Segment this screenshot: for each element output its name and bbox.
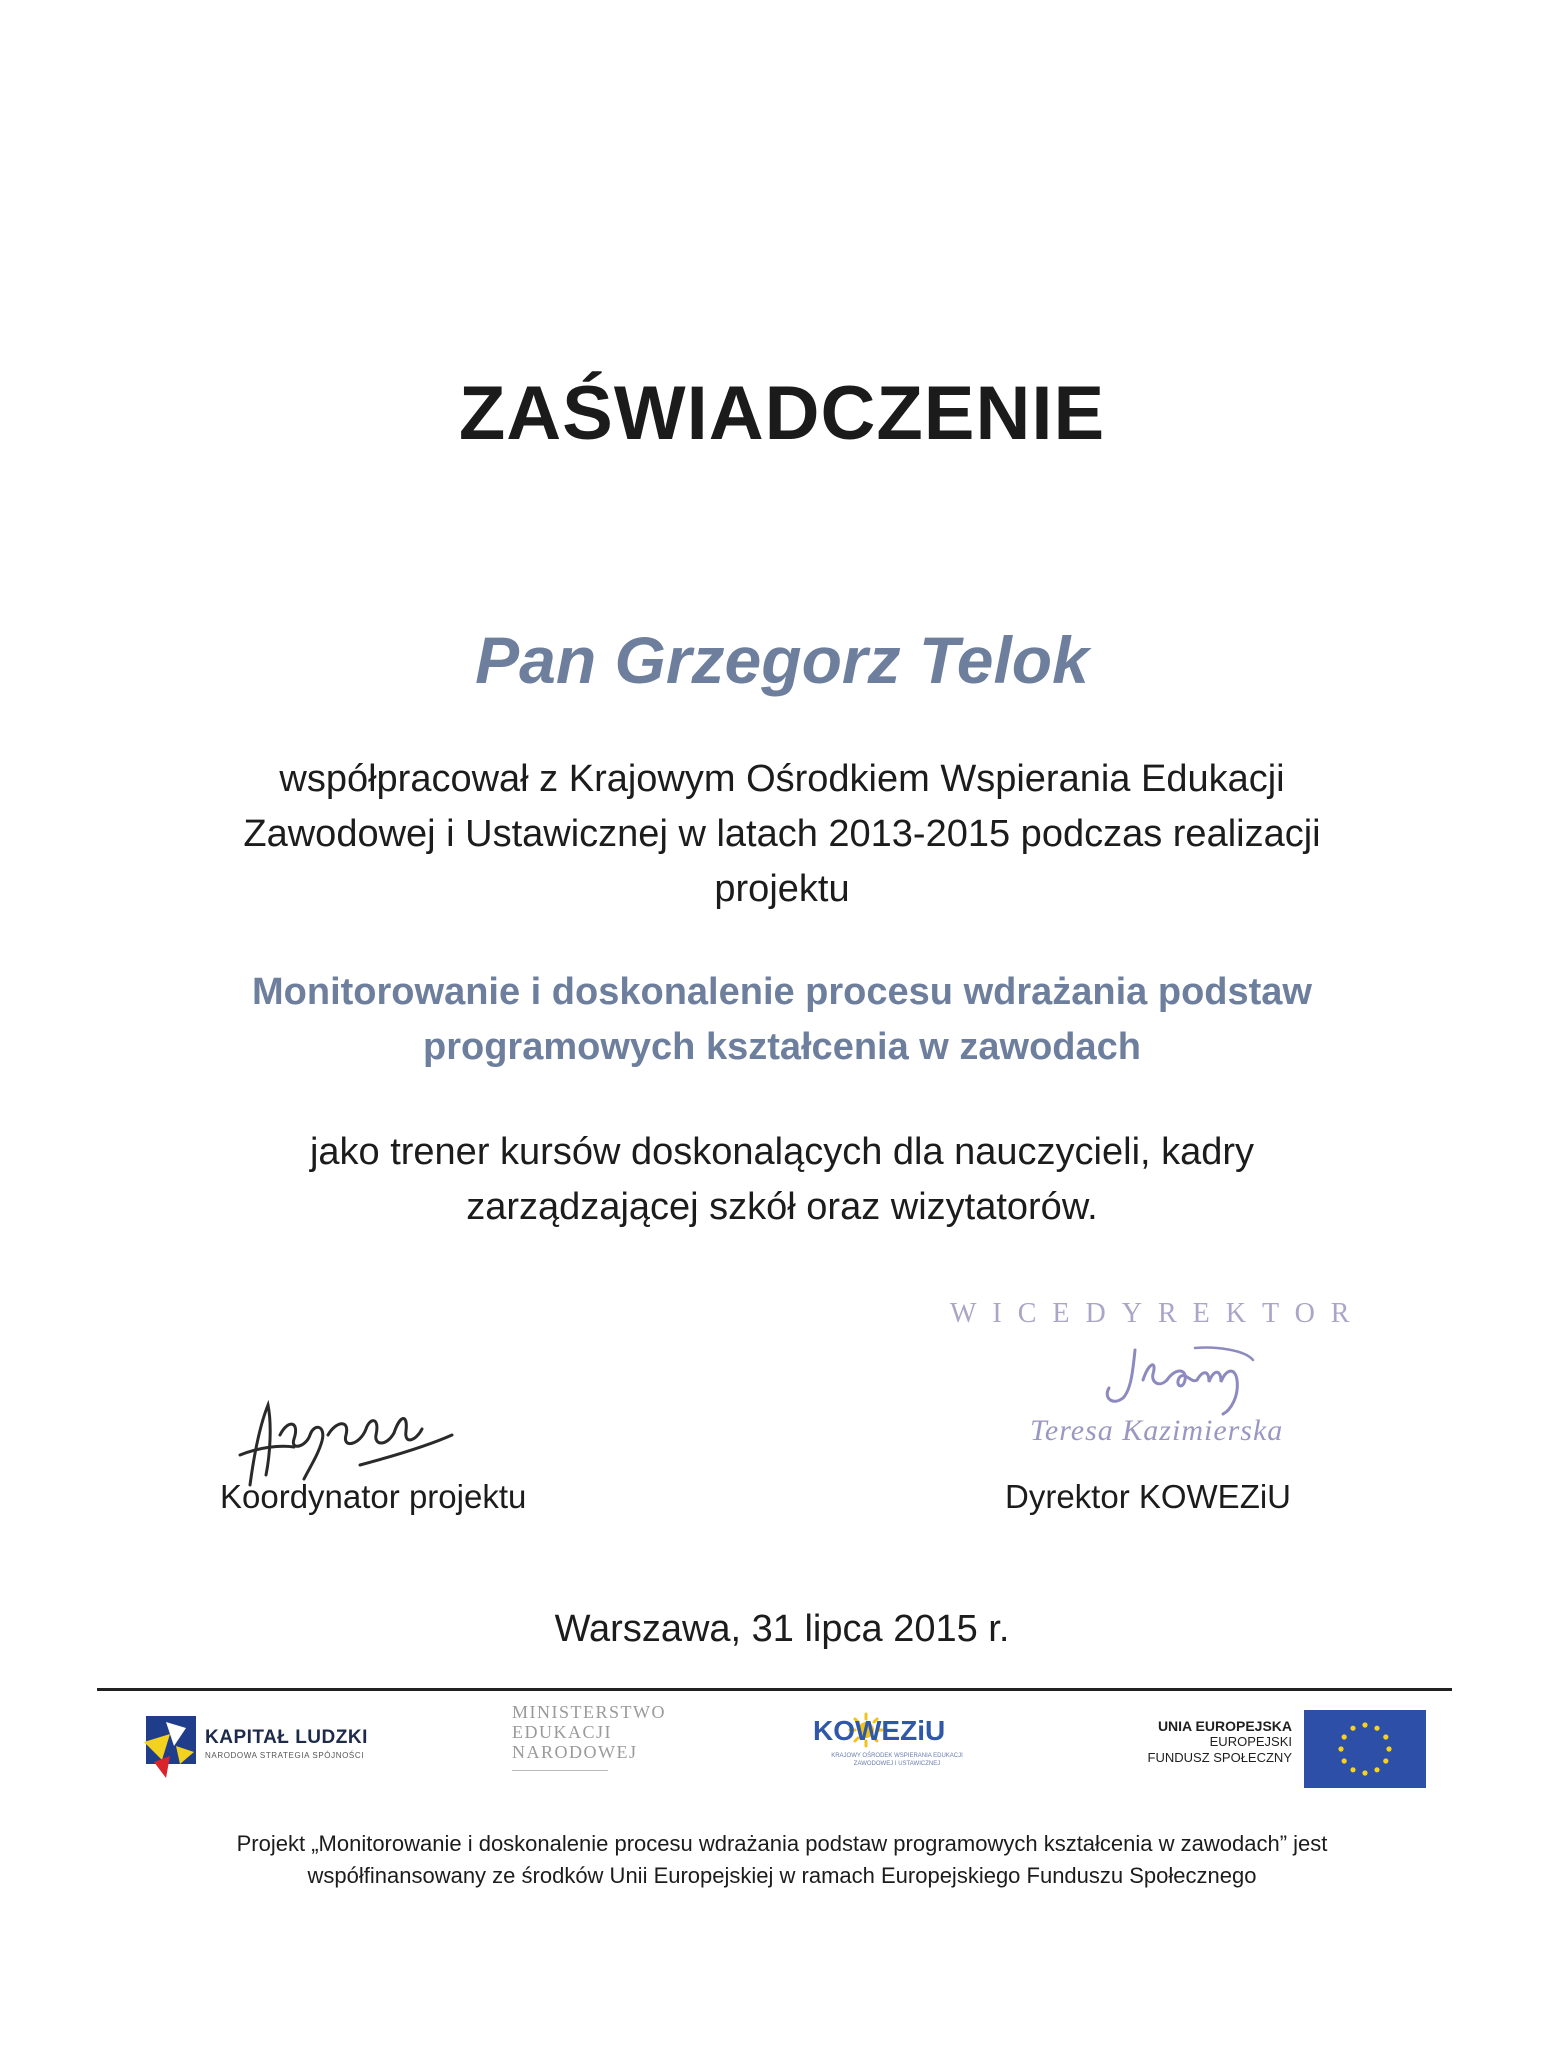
role-description <box>0 1125 1564 1235</box>
project-title-line: Monitorowanie i doskonalenie procesu wdrażania podstaw <box>252 971 1312 1013</box>
kapital-ludzki-subtitle: NARODOWA STRATEGIA SPÓJNOŚCI <box>205 1751 365 1760</box>
coordinator-label: Koordynator projektu <box>220 1478 527 1515</box>
stamp-name: Teresa Kazimierska <box>1030 1414 1284 1447</box>
cooperation-statement <box>0 752 1564 917</box>
kapital-ludzki-name: KAPITAŁ LUDZKI <box>205 1727 368 1748</box>
project-title <box>0 965 1564 1075</box>
director-label: Dyrektor KOWEZiU <box>1005 1478 1292 1515</box>
eu-stars-icon <box>1304 1710 1426 1788</box>
document-title: ZAŚWIADCZENIE <box>458 371 1106 456</box>
recipient-name: Pan Grzegorz Telok <box>475 623 1089 697</box>
ministerstwo-line: MINISTERSTWO <box>512 1702 666 1722</box>
eu-star-icon <box>1374 1726 1379 1731</box>
eu-star-icon <box>1350 1767 1355 1772</box>
role-line: zarządzającej szkół oraz wizytatorów. <box>466 1186 1098 1228</box>
statement-line: projektu <box>714 868 850 910</box>
ue-line: EUROPEJSKI <box>1209 1734 1292 1749</box>
kapital-ludzki-logo-icon <box>140 1712 200 1782</box>
eu-star-icon <box>1342 1734 1347 1739</box>
ministerstwo-underline <box>512 1770 608 1771</box>
footer-line: współfinansowany ze środków Unii Europejskiej w ramach Europejskiego Funduszu Społecznego <box>307 1863 1257 1888</box>
eu-star-icon <box>1338 1746 1343 1751</box>
statement-line: Zawodowej i Ustawicznej w latach 2013-2015 podczas realizacji <box>243 813 1321 855</box>
ministerstwo-logo <box>512 1702 692 1762</box>
koweziu-logo-text: KOWEZiU <box>813 1715 946 1746</box>
project-title-line: programowych kształcenia w zawodach <box>423 1026 1141 1068</box>
ministerstwo-line: EDUKACJI <box>512 1722 612 1742</box>
eu-star-icon <box>1383 1758 1388 1763</box>
footer-line: Projekt „Monitorowanie i doskonalenie procesu wdrażania podstaw programowych kształcenia w zawodach” jest <box>236 1831 1328 1856</box>
footer-note <box>0 1828 1564 1892</box>
unia-europejska-logo <box>1092 1718 1292 1766</box>
eu-star-icon <box>1374 1767 1379 1772</box>
eu-star-icon <box>1362 1722 1367 1727</box>
koweziu-subtitle: KRAJOWY OŚRODEK WSPIERANIA EDUKACJI ZAWODOWEJ I USTAWICZNEJ <box>831 1753 963 1767</box>
footer-divider <box>97 1688 1452 1691</box>
ministerstwo-line: NARODOWEJ <box>512 1742 638 1762</box>
eu-star-icon <box>1386 1746 1391 1751</box>
eu-flag-icon <box>1304 1710 1426 1788</box>
statement-line: współpracował z Krajowym Ośrodkiem Wspierania Edukacji <box>279 758 1285 800</box>
place-and-date: Warszawa, 31 lipca 2015 r. <box>554 1608 1010 1650</box>
eu-star-icon <box>1350 1726 1355 1731</box>
eu-star-icon <box>1383 1734 1388 1739</box>
eu-star-icon <box>1342 1758 1347 1763</box>
ue-line: FUNDUSZ SPOŁECZNY <box>1147 1750 1292 1765</box>
stamp-heading: WICEDYREKTOR <box>950 1298 1366 1329</box>
director-signature <box>1095 1340 1275 1420</box>
ue-line: UNIA EUROPEJSKA <box>1157 1718 1292 1734</box>
kapital-ludzki-logo <box>205 1727 368 1760</box>
eu-star-icon <box>1362 1770 1367 1775</box>
role-line: jako trener kursów doskonalących dla nauczycieli, kadry <box>309 1131 1255 1173</box>
